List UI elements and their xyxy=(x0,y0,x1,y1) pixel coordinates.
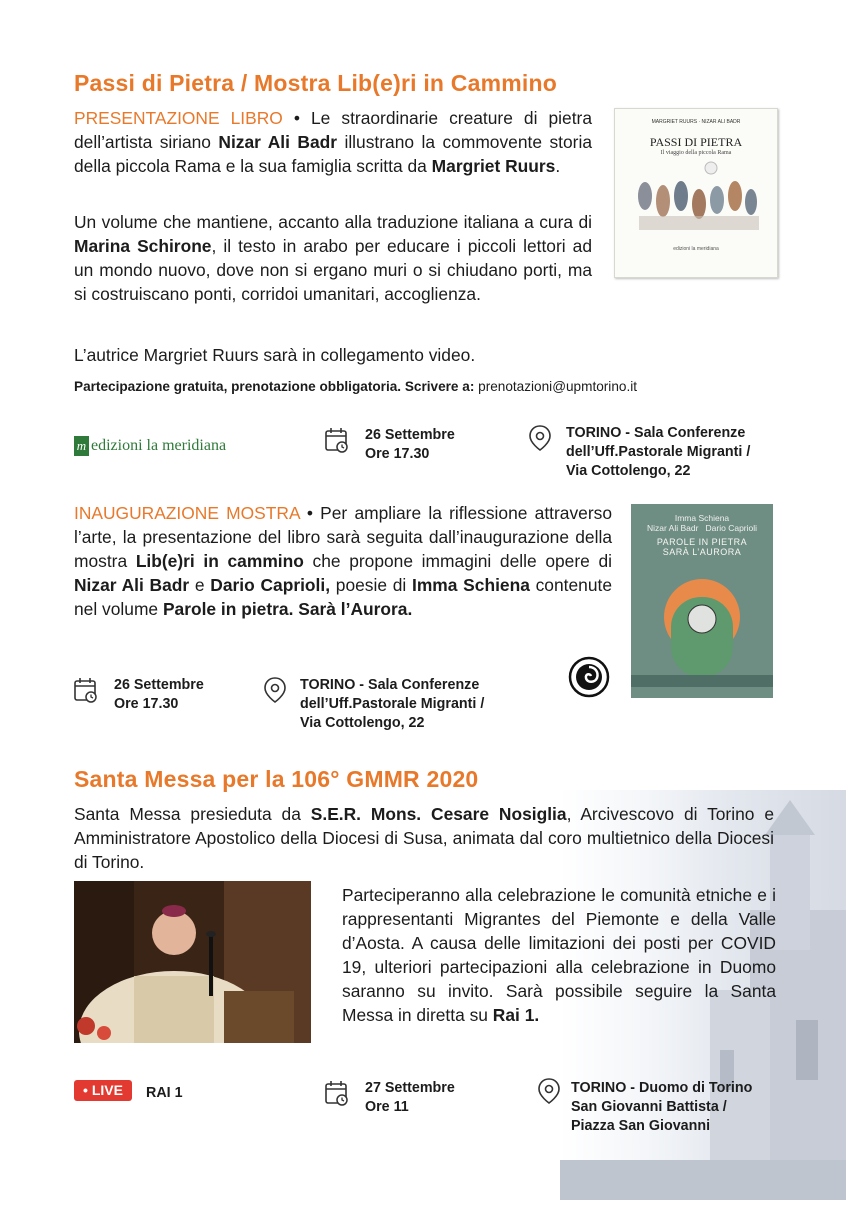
meridiana-logo-icon: m xyxy=(74,436,89,456)
event-location: TORINO - Sala Conferenze dell’Uff.Pastorale Migranti / Via Cottolengo, 22 xyxy=(566,425,751,479)
book-description-paragraph: Un volume che mantiene, accanto alla traduzione italiana a cura di Marina Schirone, il testo in arabo per educare i piccoli lettori ad un mondo nuovo, dove non si ergano muri o si chiudano porti, ma si costruiscano ponti, corridoi umanitari, accoglienza. xyxy=(74,212,592,304)
mass-location: TORINO - Duomo di Torino San Giovanni Battista / Piazza San Giovanni xyxy=(571,1080,753,1134)
live-badge: • LIVE xyxy=(74,1080,132,1101)
author-video-note: L’autrice Margriet Ruurs sarà in collegamento video. xyxy=(74,345,476,365)
location-pin-icon xyxy=(536,1077,562,1105)
reservation-email[interactable]: prenotazioni@upmtorino.it xyxy=(478,379,638,394)
publisher-swirl-logo-icon xyxy=(568,656,610,698)
exhibition-location: TORINO - Sala Conferenze dell’Uff.Pastorale Migranti / Via Cottolengo, 22 xyxy=(300,677,485,731)
mass-datetime: 27 Settembre Ore 11 xyxy=(365,1080,455,1115)
calendar-icon xyxy=(324,426,350,454)
mass-intro-paragraph: Santa Messa presieduta da S.E.R. Mons. Cesare Nosiglia, Arcivescovo di Torino e Amministratore Apostolico della Diocesi di Susa, animata dal coro multietnico della Diocesi di Torino. xyxy=(74,804,774,872)
exhibition-label: INAUGURAZIONE MOSTRA xyxy=(74,503,300,523)
section-title-santa-messa: Santa Messa per la 106° GMMR 2020 xyxy=(74,766,479,792)
calendar-icon xyxy=(324,1079,350,1107)
location-pin-icon xyxy=(527,424,553,452)
broadcast-channel: RAI 1 xyxy=(146,1085,183,1101)
event-datetime: 26 Settembre Ore 17.30 xyxy=(365,427,455,462)
bishop-photo xyxy=(74,881,311,1043)
book-cover-parole-in-pietra: Imma Schiena Nizar Ali Badr Dario Caprioli PAROLE IN PIETRA SARÀ L’AURORA xyxy=(631,504,773,698)
publisher-logo: m edizioni la meridiana xyxy=(74,434,226,458)
stone-figures-illustration xyxy=(615,156,775,246)
presentation-label: PRESENTAZIONE LIBRO xyxy=(74,108,283,128)
calendar-icon xyxy=(73,676,99,704)
exhibition-paragraph: INAUGURAZIONE MOSTRA • Per ampliare la riflessione attraverso l’arte, la presentazione del libro sarà seguita dall’inaugurazione della mostra Lib(e)ri in cammino che propone immagini delle opere di Nizar Ali Badr e Dario Caprioli, poesie di Imma Schiena contenute nel volume Parole in pietra. Sarà l’Aurora. xyxy=(74,503,612,619)
reservation-note: Partecipazione gratuita, prenotazione obbligatoria. Scrivere a: prenotazioni@upmtorino.it xyxy=(74,379,638,394)
mass-details-paragraph: Parteciperanno alla celebrazione le comunità etniche e i rappresentanti Migrantes del Piemonte e della Valle d’Aosta. A causa delle limitazioni dei posti per COVID 19, ulteriori partecipazioni alla celebrazione in Duomo saranno su invito. Sarà possibile seguire la Santa Messa in diretta su Rai 1. xyxy=(342,885,776,1025)
exhibition-datetime: 26 Settembre Ore 17.30 xyxy=(114,677,204,712)
location-pin-icon xyxy=(262,676,288,704)
cover-artwork-illustration xyxy=(631,557,773,687)
book-cover-passi-di-pietra: MARGRIET RUURS · NIZAR ALI BADR PASSI DI PIETRA Il viaggio della piccola Rama edizioni la meridiana xyxy=(614,108,778,278)
section-title-passi-di-pietra: Passi di Pietra / Mostra Lib(e)ri in Cammino xyxy=(74,70,557,96)
book-presentation-paragraph: PRESENTAZIONE LIBRO • Le straordinarie creature di pietra dell’artista siriano Nizar Ali Badr illustrano la commovente storia della piccola Rama e la sua famiglia scritta da Margriet Ruurs. xyxy=(74,108,593,176)
